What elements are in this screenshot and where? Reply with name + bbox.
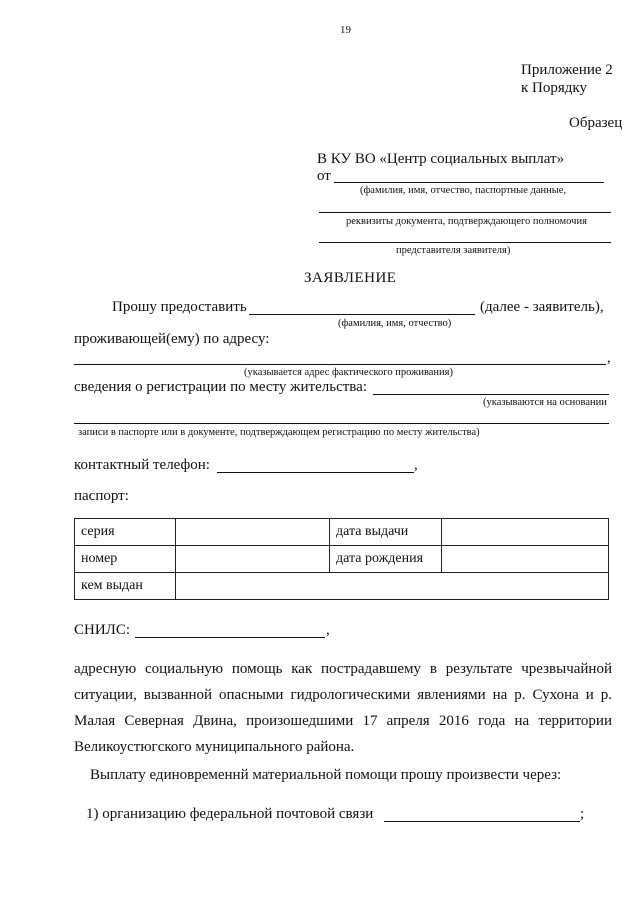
registration-label: сведения о регистрации по месту жительства: <box>74 379 367 395</box>
address-comma: , <box>607 350 611 366</box>
registration-hint-2: записи в паспорте или в документе, подтверждающем регистрацию по месту жительства) <box>78 427 480 438</box>
payment-option-1-end: ; <box>580 806 585 822</box>
addressee-hint-3: представителя заявителя) <box>396 245 511 256</box>
table-cell: номер <box>75 546 176 573</box>
page-number: 19 <box>340 24 351 36</box>
request-name-line[interactable] <box>249 314 475 315</box>
table-cell: серия <box>75 519 176 546</box>
table-cell: дата выдачи <box>330 519 442 546</box>
passport-number-field[interactable] <box>176 546 330 573</box>
snils-comma: , <box>326 622 330 638</box>
table-row <box>75 573 609 600</box>
passport-issue-date-field[interactable] <box>442 519 609 546</box>
snils-label: СНИЛС: <box>74 622 131 638</box>
issued-by-field[interactable] <box>176 573 609 600</box>
address-hint: (указывается адрес фактического проживания) <box>244 367 453 378</box>
table-cell: кем выдан <box>75 573 176 600</box>
addressee-from-line[interactable] <box>334 182 604 183</box>
request-hint: (фамилия, имя, отчество) <box>338 318 452 329</box>
request-prefix: Прошу предоставить <box>112 299 247 315</box>
payment-option-1-line[interactable] <box>384 821 580 822</box>
request-suffix: (далее - заявитель), <box>480 299 604 315</box>
birth-date-field[interactable] <box>442 546 609 573</box>
addressee-to: В КУ ВО «Центр социальных выплат» <box>317 151 565 167</box>
table-row <box>75 519 609 546</box>
table-cell: дата рождения <box>330 546 442 573</box>
body-paragraph: адресную социальную помощь как пострадавшему в результате чрезвычайной ситуации, вызванной опасными гидрологическими явлениями на р. Сухона и р. Малая Северная Двина, произошедшими 17 апреля 2016 года на территории Великоустюгского муниципального района. <box>74 661 612 755</box>
registration-line-2[interactable] <box>74 423 609 424</box>
passport-series-field[interactable] <box>176 519 330 546</box>
addressee-hint-1: (фамилия, имя, отчество, паспортные данные, <box>360 185 567 196</box>
address-label: проживающей(ему) по адресу: <box>74 331 270 347</box>
table-row <box>75 546 609 573</box>
addressee-line-2[interactable] <box>319 212 611 213</box>
addressee-from-prefix: от <box>317 168 331 184</box>
addressee-line-3[interactable] <box>319 242 611 243</box>
phone-label: контактный телефон: <box>74 457 210 473</box>
payment-option-1-label: 1) организацию федеральной почтовой связи <box>86 806 374 822</box>
address-line[interactable] <box>74 364 606 365</box>
addressee-hint-2: реквизиты документа, подтверждающего полномочия <box>346 216 587 227</box>
document-title: ЗАЯВЛЕНИЕ <box>304 270 397 286</box>
phone-comma: , <box>414 457 418 473</box>
appendix-line-2: к Порядку <box>521 80 587 96</box>
sample-label: Образец <box>569 115 623 131</box>
registration-hint-1: (указываются на основании <box>483 397 607 408</box>
phone-line[interactable] <box>217 472 414 473</box>
payment-intro: Выплату единовременнй материальной помощи прошу произвести через: <box>90 767 562 783</box>
passport-label: паспорт: <box>74 488 129 504</box>
appendix-line-1: Приложение 2 <box>521 62 613 78</box>
snils-line[interactable] <box>135 637 325 638</box>
passport-table <box>74 518 609 600</box>
registration-line-1[interactable] <box>373 394 609 395</box>
